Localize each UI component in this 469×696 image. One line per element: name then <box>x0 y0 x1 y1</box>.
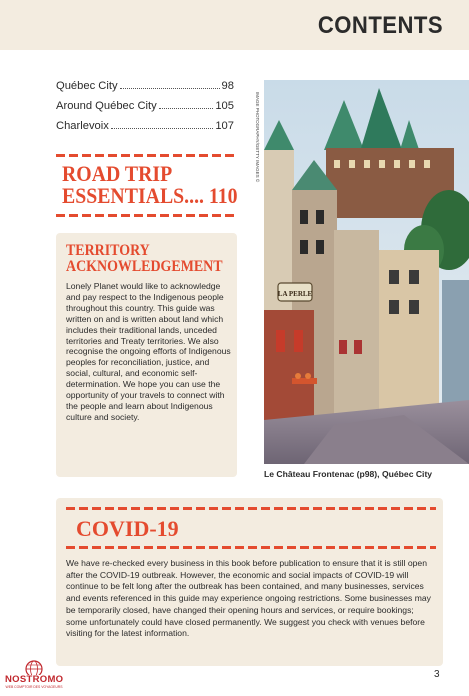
toc-entry-page: 98 <box>221 80 234 92</box>
toc-entry-label: Around Québec City <box>56 100 157 112</box>
logo-tagline: WEB COMPTOIR DES VOYAGEURS <box>5 685 63 689</box>
road-trip-essentials-heading[interactable] <box>62 163 238 207</box>
toc-leader-dots <box>120 87 220 89</box>
page-title: CONTENTS <box>317 12 443 39</box>
globe-icon <box>5 657 63 675</box>
territory-title-line2: ACKNOWLEDGEMENT <box>66 258 223 275</box>
nostromo-logo <box>5 657 63 693</box>
toc-entry-label: Charlevoix <box>56 120 109 132</box>
toc-entry-charlevoix[interactable] <box>56 116 234 136</box>
covid-dashed-bottom <box>66 546 436 549</box>
toc-leader-dots <box>159 107 214 109</box>
photo-caption: Le Château Frontenac (p98), Québec City <box>264 469 433 479</box>
covid-dashed-top <box>66 507 436 510</box>
toc-entry-quebec-city[interactable] <box>56 76 234 96</box>
sign-text: LA PERLE <box>277 290 313 298</box>
dashed-divider-top <box>56 154 237 157</box>
logo-name: NOSTROMO <box>5 674 64 685</box>
covid-text: We have re-checked every business in this book before publication to ensure that it is still open after the COVID-19 outbreak. However, the economic and social impacts of COVID-19 will continue to be felt long after the outbreak has been contained, and many businesses, services and events referenced in this guide may experience ongoing restrictions. Some businesses may be temporarily closed, have changed their opening hours and services, or require bookings; some unfortunately could have closed permanently. We suggest you check with venues before visiting for the latest information. <box>66 558 431 639</box>
toc-entry-page: 107 <box>215 120 234 132</box>
territory-acknowledgement-panel <box>56 233 237 477</box>
toc-list <box>56 76 234 136</box>
territory-title <box>66 242 223 275</box>
dashed-divider-bottom <box>56 214 237 217</box>
photo-credit-text: IMAGE PHOTOGRAPHY/GETTY IMAGES © <box>255 92 260 183</box>
quebec-city-photo <box>264 80 469 464</box>
toc-entry-label: Québec City <box>56 80 118 92</box>
page-number: 3 <box>434 669 440 680</box>
street-scene-illustration <box>264 80 469 464</box>
photo-credit <box>253 92 261 192</box>
territory-text: Lonely Planet would like to acknowledge and pay respect to the Indigenous people throughout this country. This guide was written on and is written about land which includes their traditional lands, unceded territories and Treaty territories. We also recognise the ongoing efforts of Indigenous peoples for reconciliation, justice, and social, cultural, and economic self-determination. We hope you can use the opportunity of your travels to connect with the people and learn about Indigenous culture and society. <box>66 281 231 422</box>
territory-title-line1: TERRITORY <box>66 242 150 259</box>
road-trip-line1: ROAD TRIP <box>62 161 173 186</box>
toc-leader-dots <box>111 127 213 129</box>
toc-entry-around-quebec-city[interactable] <box>56 96 234 116</box>
toc-entry-page: 105 <box>215 100 234 112</box>
road-trip-line2: ESSENTIALS.... 110 <box>62 183 238 208</box>
covid-panel <box>56 498 443 666</box>
covid-title: COVID-19 <box>76 516 179 541</box>
